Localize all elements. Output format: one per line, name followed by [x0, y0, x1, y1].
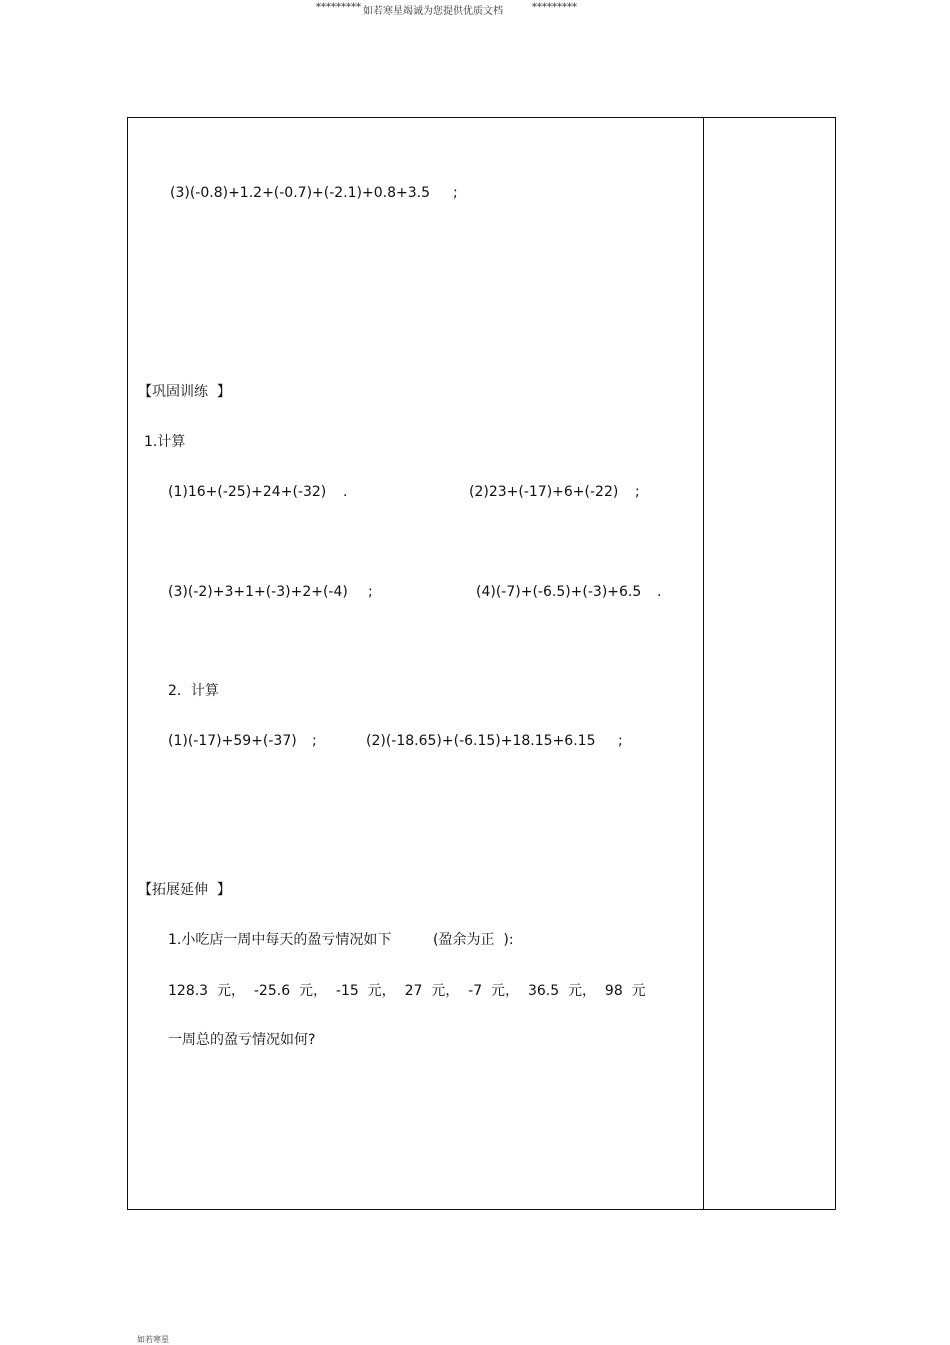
item3-expression: (3)(-0.8)+1.2+(-0.7)+(-2.1)+0.8+3.5	[170, 185, 430, 201]
q1-problem-3: (3)(-2)+3+1+(-3)+2+(-4)	[168, 584, 348, 600]
q1-problem-1: (1)16+(-25)+24+(-32)	[168, 484, 327, 500]
q2-problem-2: (2)(-18.65)+(-6.15)+18.15+6.15	[366, 733, 596, 749]
page-header	[0, 2, 950, 18]
section-extend-heading: 【拓展延伸 】	[138, 882, 231, 898]
item3-punct: ;	[453, 185, 458, 201]
header-stars-right: *********	[532, 2, 577, 13]
page-footer: 如若寒星	[137, 1335, 169, 1344]
ext-question-1: 1.小吃店一周中每天的盈亏情况如下	[168, 932, 392, 948]
q1-problem-2: (2)23+(-17)+6+(-22)	[469, 484, 619, 500]
q2-problem-2-punct: ;	[618, 733, 623, 749]
q1-problem-2-punct: ;	[635, 484, 640, 500]
section-consolidate-heading: 【巩固训练 】	[138, 384, 231, 400]
ext-question-prompt: 一周总的盈亏情况如何?	[168, 1032, 316, 1048]
q2-title: 2．计算	[168, 683, 219, 699]
table-column-divider	[703, 117, 704, 1210]
q1-problem-1-punct: .	[343, 484, 348, 500]
ext-question-1-note: (盈余为正 ):	[433, 932, 514, 948]
q1-problem-3-punct: ;	[368, 584, 373, 600]
q1-title: 1.计算	[144, 434, 186, 450]
q2-problem-1-punct: ;	[312, 733, 317, 749]
ext-daily-values: 128.3 元， -25.6 元， -15 元， 27 元， -7 元， 36.5 元， 98 元	[168, 983, 646, 999]
header-title: 如若寒星竭诚为您提供优质文档	[363, 6, 503, 17]
q1-problem-4-punct: .	[657, 584, 662, 600]
q2-problem-1: (1)(-17)+59+(-37)	[168, 733, 297, 749]
q1-problem-4: (4)(-7)+(-6.5)+(-3)+6.5	[476, 584, 642, 600]
header-stars-left: *********	[316, 2, 361, 13]
